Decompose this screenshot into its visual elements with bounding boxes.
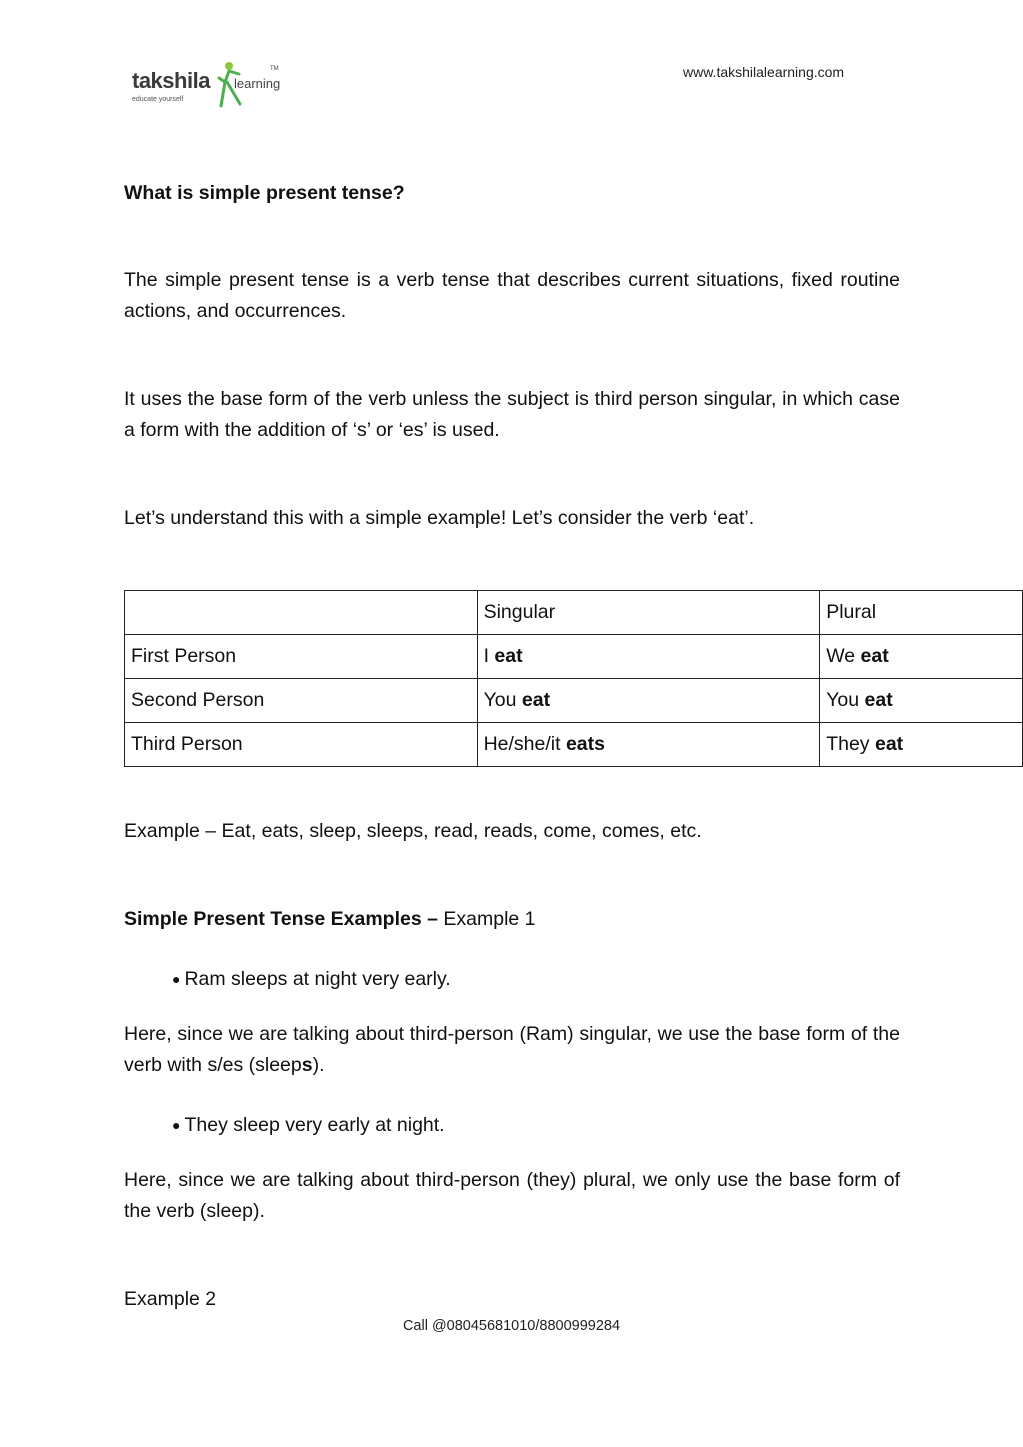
explanation-paragraph: Here, since we are talking about third-person (they) plural, we only use the base form of the verb (sleep). [124, 1169, 900, 1222]
pronoun: They [826, 733, 875, 755]
verb: eat [874, 733, 904, 755]
person-cell: Second Person [125, 679, 478, 723]
explanation-bold: s [301, 1054, 313, 1076]
explanation-paragraph [124, 1019, 900, 1081]
person-cell: Third Person [125, 723, 478, 767]
pronoun: You [483, 689, 522, 711]
verb-examples-line: Example – Eat, eats, sleep, sleeps, read, reads, come, comes, etc. [124, 820, 702, 842]
logo-learning-text: learning [234, 76, 281, 91]
table-header-cell: Plural [820, 591, 1023, 635]
table-header-cell [125, 591, 478, 635]
logo-tagline: educate yourself [132, 96, 184, 103]
section-title-rest: Example 1 [443, 908, 536, 930]
pronoun: He/she/it [483, 733, 566, 755]
table-header-cell: Singular [477, 591, 820, 635]
list-item-text: They sleep very early at night. [184, 1114, 445, 1136]
takshila-logo [130, 56, 290, 112]
plural-cell [820, 723, 1023, 767]
definition-paragraph: The simple present tense is a verb tense that describes current situations, fixed routine actions, and occurrences. [124, 269, 900, 322]
example-2-label: Example 2 [124, 1288, 217, 1310]
verb: eat [494, 645, 523, 667]
verb: eat [864, 689, 893, 711]
verb: eats [565, 733, 605, 755]
bullet-icon: ● [172, 1117, 181, 1133]
list-item [172, 964, 451, 995]
examples-section-title [124, 904, 900, 935]
bullet-icon: ● [172, 971, 181, 987]
explanation-end: ). [312, 1054, 325, 1076]
pronoun: We [826, 645, 861, 667]
pronoun: I [483, 645, 495, 667]
verb: eat [521, 689, 551, 711]
table-row [125, 723, 1023, 767]
list-item-text: Ram sleeps at night very early. [184, 968, 451, 990]
singular-cell [477, 679, 820, 723]
explanation-text: Here, since we are talking about third-person (Ram) singular, we use the base form of the verb with s/es (sleep [124, 1023, 900, 1076]
page-heading: What is simple present tense? [124, 182, 405, 204]
person-cell: First Person [125, 635, 478, 679]
rule-paragraph: It uses the base form of the verb unless the subject is third person singular, in which case a form with the addition of ‘s’ or ‘es’ is used. [124, 388, 900, 441]
singular-cell [477, 723, 820, 767]
section-title-bold: Simple Present Tense Examples – [124, 908, 444, 930]
conjugation-table [124, 590, 1023, 767]
pronoun: You [826, 689, 865, 711]
plural-cell [820, 635, 1023, 679]
logo-wordmark: takshila [132, 68, 210, 93]
list-item [172, 1110, 445, 1141]
table-row [125, 679, 1023, 723]
site-url[interactable]: www.takshilalearning.com [683, 64, 845, 80]
table-header-row [125, 591, 1023, 635]
logo-trademark: TM [270, 66, 279, 72]
plural-cell [820, 679, 1023, 723]
intro-paragraph: Let’s understand this with a simple example! Let’s consider the verb ‘eat’. [124, 507, 755, 529]
singular-cell [477, 635, 820, 679]
table-row [125, 635, 1023, 679]
verb: eat [860, 645, 889, 667]
footer-contact: Call @08045681010/8800999284 [402, 1318, 621, 1334]
